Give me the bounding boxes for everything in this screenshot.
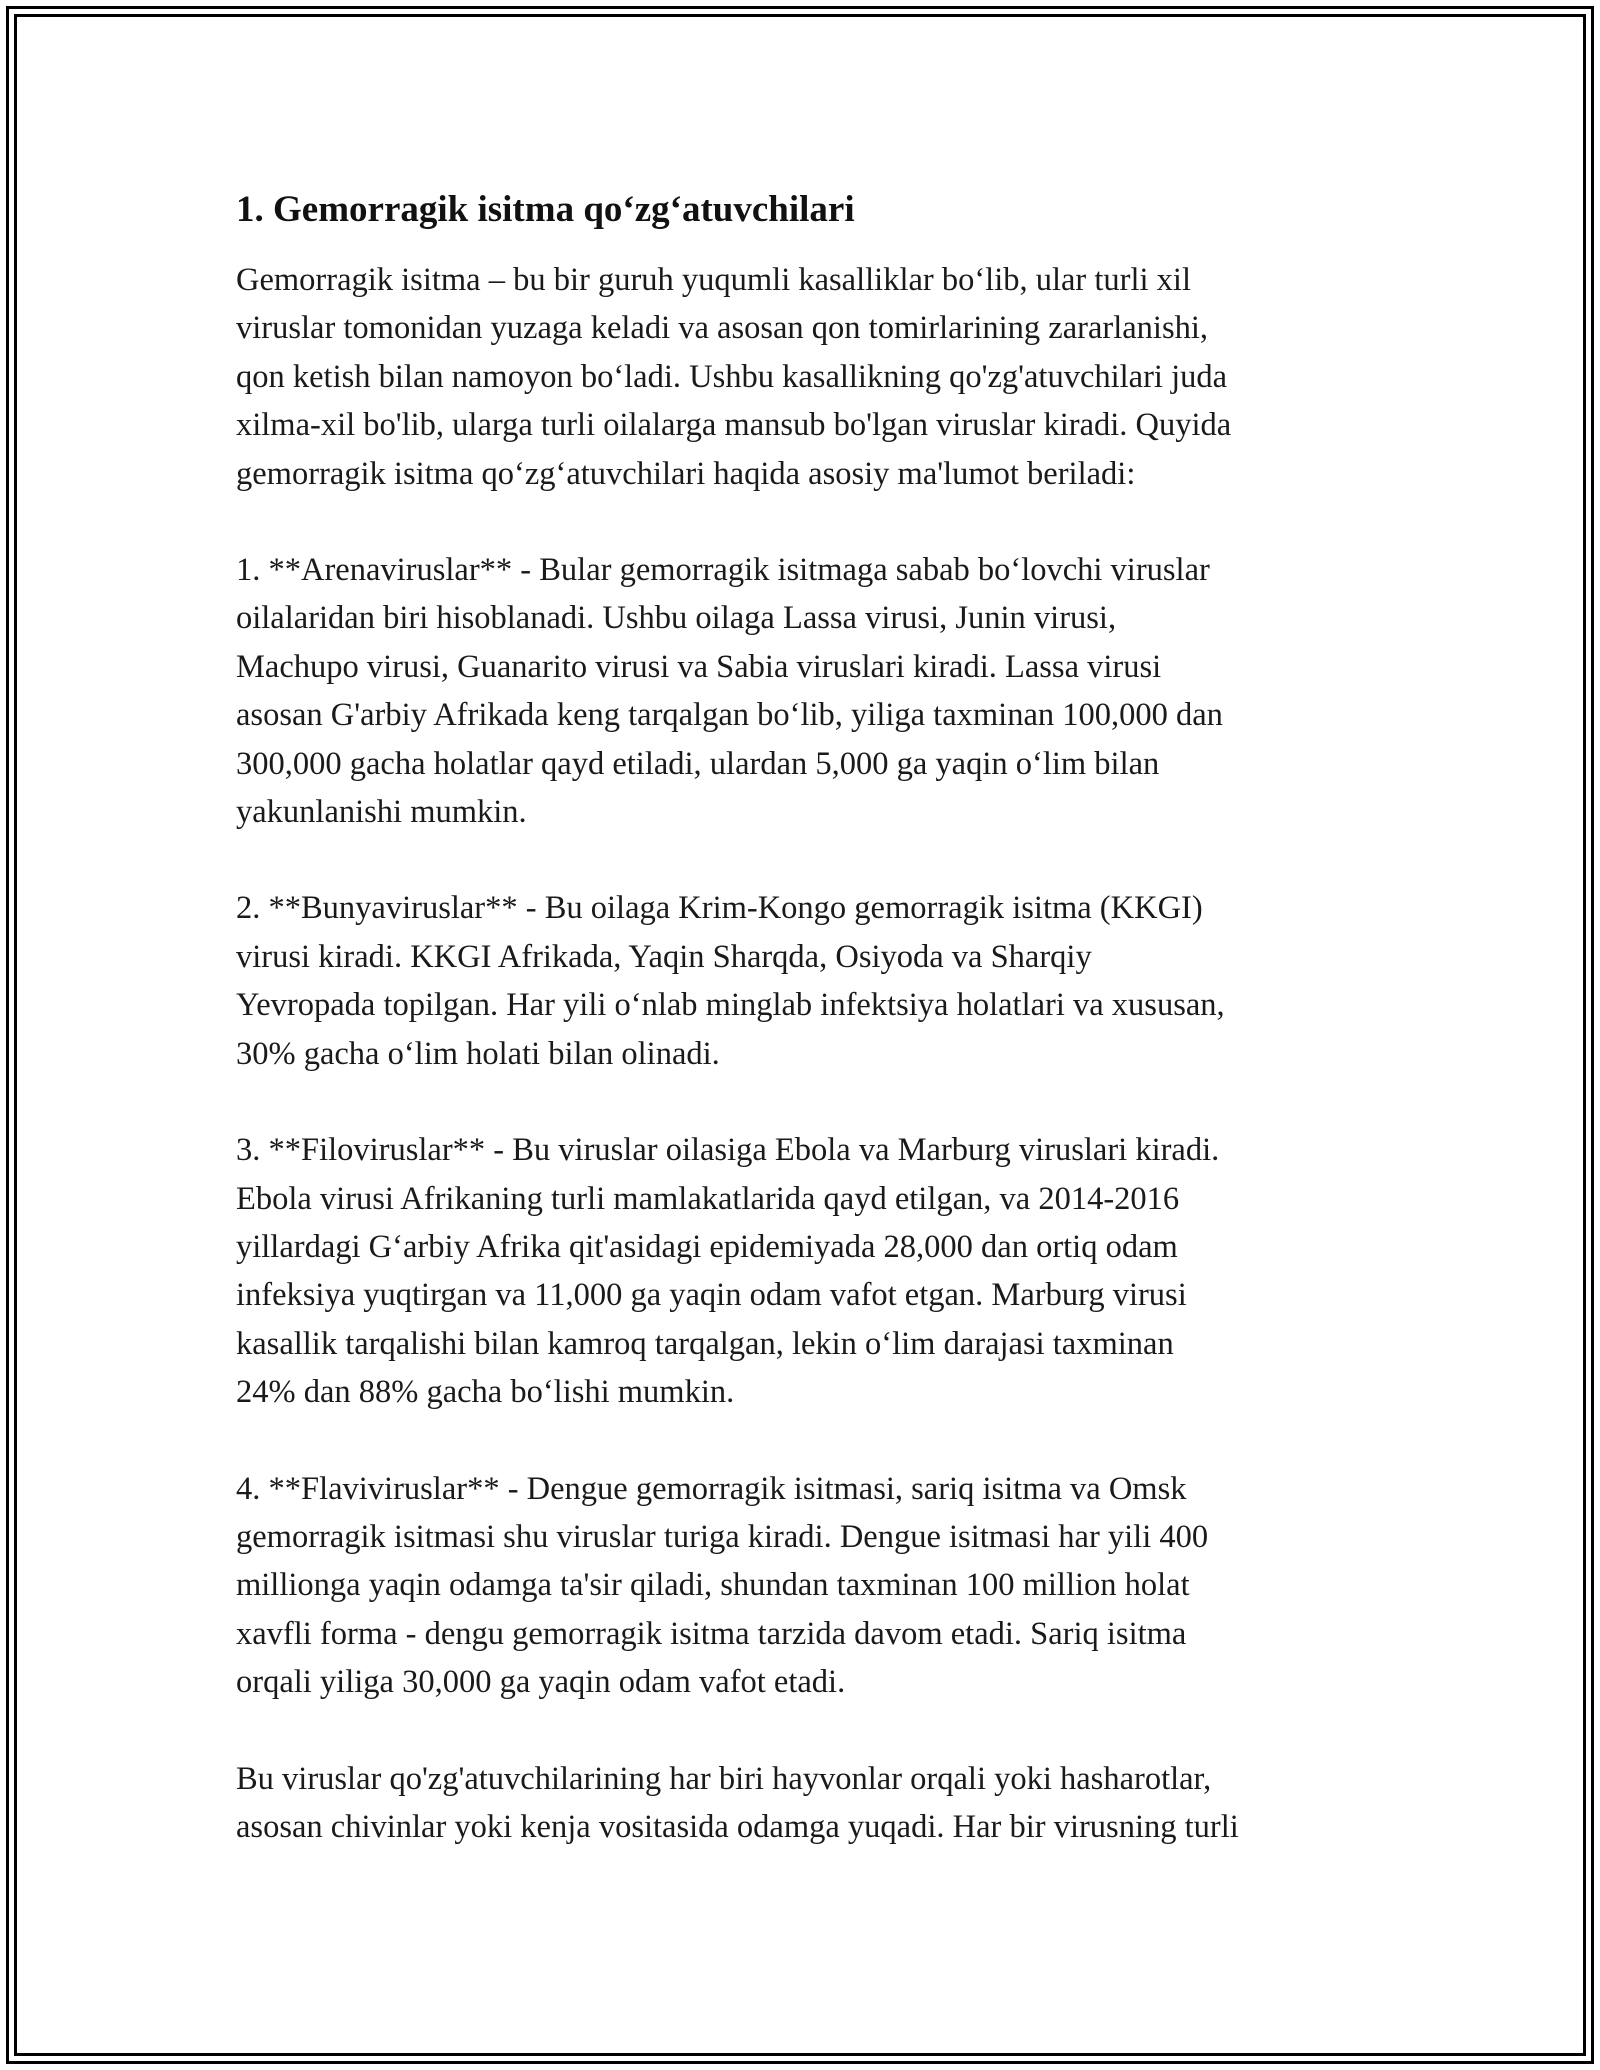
flaviviruses-paragraph: 4. **Flaviviruslar** - Dengue gemorragik isitmasi, sariq isitma va Omsk gemorragik isitmasi shu viruslar turiga kiradi. Dengue isitmasi har yili 400 millionga yaqin odamga ta'sir qiladi, shundan taxminan 100 million holat xavfli forma - dengu gemorragik isitma tarzida davom etadi. Sariq isitma orqali yiliga 30,000 ga yaqin odam vafot etadi. bbox=[236, 1470, 1209, 1701]
document-body bbox=[236, 186, 1386, 1899]
arenaviruses-paragraph: 1. **Arenaviruslar** - Bular gemorragik isitmaga sabab bo‘lovchi viruslar oilalaridan biri hisoblanadi. Ushbu oilaga Lassa virusi, Junin virusi, Machupo virusi, Guanarito virusi va Sabia viruslari kiradi. Lassa virusi asosan G'arbiy Afrikada keng tarqalgan bo‘lib, yiliga taxminan 100,000 dan 300,000 gacha holatlar qayd etiladi, ulardan 5,000 ga yaqin o‘lim bilan yakunlanishi mumkin. bbox=[236, 552, 1223, 831]
bunyaviruses-paragraph: 2. **Bunyaviruslar** - Bu oilaga Krim-Kongo gemorragik isitma (KKGI) virusi kiradi. KKGI Afrikada, Yaqin Sharqda, Osiyoda va Sharqiy Yevropada topilgan. Har yili o‘nlab minglab infektsiya holatlari va xususan, 30% gacha o‘lim holati bilan olinadi. bbox=[236, 890, 1225, 1072]
intro-paragraph: Gemorragik isitma – bu bir guruh yuqumli kasalliklar bo‘lib, ular turli xil viruslar tomonidan yuzaga keladi va asosan qon tomirlarining zararlanishi, qon ketish bilan namoyon bo‘ladi. Ushbu kasallikning qo'zg'atuvchilari juda xilma-xil bo'lib, ularga turli oilalarga mansub bo'lgan viruslar kiradi. Quyida gemorragik isitma qo‘zg‘atuvchilari haqida asosiy ma'lumot beriladi: bbox=[236, 262, 1232, 492]
filoviruses-paragraph: 3. **Filoviruslar** - Bu viruslar oilasiga Ebola va Marburg viruslari kiradi. Ebola virusi Afrikaning turli mamlakatlarida qayd etilgan, va 2014-2016 yillardagi G‘arbiy Afrika qit'asidagi epidemiyada 28,000 dan ortiq odam infeksiya yuqtirgan va 11,000 ga yaqin odam vafot etgan. Marburg virusi kasallik tarqalishi bilan kamroq tarqalgan, lekin o‘lim darajasi taxminan 24% dan 88% gacha bo‘lishi mumkin. bbox=[236, 1132, 1220, 1411]
page-title: 1. Gemorragik isitma qo‘zg‘atuvchilari bbox=[236, 189, 855, 230]
transmission-paragraph: Bu viruslar qo'zg'atuvchilarining har biri hayvonlar orqali yoki hasharotlar, asosan chivinlar yoki kenja vositasida odamga yuqadi. Har bir virusning turli bbox=[236, 1760, 1239, 1845]
